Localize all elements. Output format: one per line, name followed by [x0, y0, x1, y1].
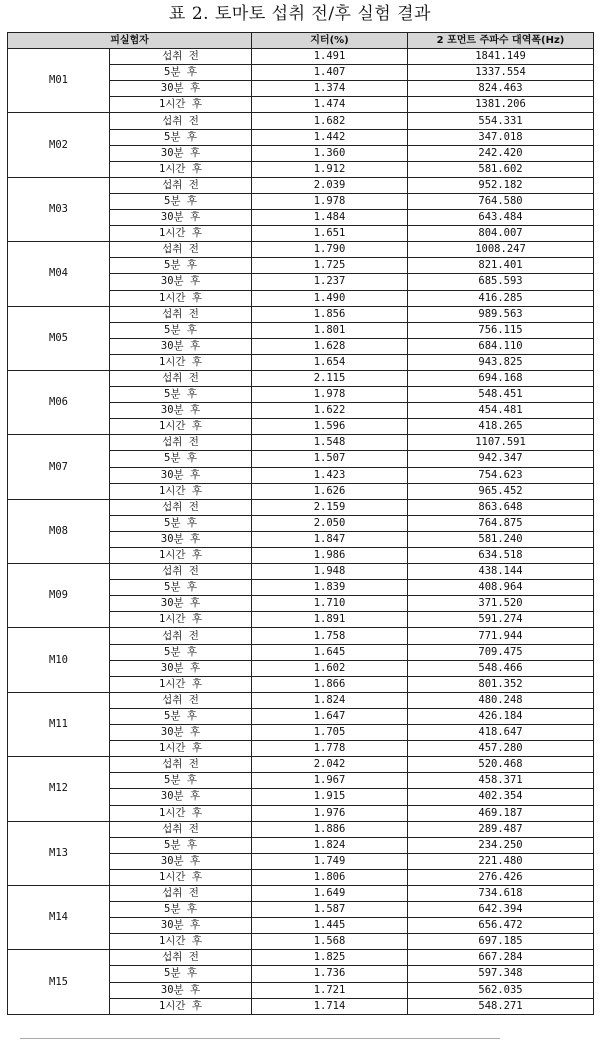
- jitter-cell: 1.806: [252, 869, 408, 885]
- jitter-cell: 1.856: [252, 306, 408, 322]
- jitter-cell: 1.886: [252, 821, 408, 837]
- bandwidth-cell: 771.944: [408, 628, 594, 644]
- bandwidth-cell: 347.018: [408, 129, 594, 145]
- jitter-cell: 1.602: [252, 660, 408, 676]
- table-row: [8, 564, 594, 580]
- time-cell: 5분 후: [110, 322, 252, 338]
- bandwidth-cell: 591.274: [408, 612, 594, 628]
- time-cell: 1시간 후: [110, 97, 252, 113]
- bandwidth-cell: 581.602: [408, 161, 594, 177]
- jitter-cell: 1.824: [252, 837, 408, 853]
- jitter-cell: 1.710: [252, 596, 408, 612]
- time-cell: 30분 후: [110, 660, 252, 676]
- time-cell: 1시간 후: [110, 548, 252, 564]
- bandwidth-cell: 289.487: [408, 821, 594, 837]
- jitter-cell: 2.042: [252, 757, 408, 773]
- bandwidth-cell: 562.035: [408, 982, 594, 998]
- jitter-cell: 1.839: [252, 580, 408, 596]
- bandwidth-cell: 754.623: [408, 467, 594, 483]
- time-cell: 30분 후: [110, 403, 252, 419]
- time-cell: 1시간 후: [110, 419, 252, 435]
- time-cell: 5분 후: [110, 258, 252, 274]
- table-row: [8, 499, 594, 515]
- jitter-cell: 1.705: [252, 725, 408, 741]
- jitter-cell: 1.587: [252, 902, 408, 918]
- table-row: [8, 950, 594, 966]
- time-cell: 30분 후: [110, 982, 252, 998]
- time-cell: 1시간 후: [110, 226, 252, 242]
- jitter-cell: 2.039: [252, 177, 408, 193]
- jitter-cell: 1.986: [252, 548, 408, 564]
- bandwidth-cell: 1841.149: [408, 49, 594, 65]
- bandwidth-cell: 684.110: [408, 338, 594, 354]
- bandwidth-cell: 371.520: [408, 596, 594, 612]
- time-cell: 5분 후: [110, 644, 252, 660]
- time-cell: 5분 후: [110, 773, 252, 789]
- time-cell: 30분 후: [110, 596, 252, 612]
- time-cell: 1시간 후: [110, 483, 252, 499]
- bandwidth-cell: 402.354: [408, 789, 594, 805]
- time-cell: 1시간 후: [110, 354, 252, 370]
- bandwidth-cell: 276.426: [408, 869, 594, 885]
- time-cell: 30분 후: [110, 338, 252, 354]
- table-title: 표 2. 토마토 섭취 전/후 실험 결과: [169, 4, 431, 24]
- time-cell: 30분 후: [110, 725, 252, 741]
- time-cell: 섭취 전: [110, 499, 252, 515]
- jitter-cell: 1.915: [252, 789, 408, 805]
- time-cell: 5분 후: [110, 902, 252, 918]
- jitter-cell: 1.474: [252, 97, 408, 113]
- time-cell: 5분 후: [110, 515, 252, 531]
- table-row: [8, 49, 594, 65]
- time-cell: 30분 후: [110, 467, 252, 483]
- bandwidth-cell: 457.280: [408, 741, 594, 757]
- bandwidth-cell: 548.451: [408, 387, 594, 403]
- time-cell: 섭취 전: [110, 757, 252, 773]
- time-cell: 30분 후: [110, 274, 252, 290]
- bandwidth-cell: 581.240: [408, 531, 594, 547]
- time-cell: 5분 후: [110, 65, 252, 81]
- time-cell: 5분 후: [110, 837, 252, 853]
- jitter-cell: 1.407: [252, 65, 408, 81]
- bandwidth-cell: 821.401: [408, 258, 594, 274]
- subject-id-cell: M14: [8, 885, 110, 949]
- time-cell: 5분 후: [110, 708, 252, 724]
- results-table: [7, 32, 594, 1015]
- jitter-cell: 1.682: [252, 113, 408, 129]
- jitter-cell: 1.801: [252, 322, 408, 338]
- bandwidth-cell: 804.007: [408, 226, 594, 242]
- time-cell: 섭취 전: [110, 692, 252, 708]
- bandwidth-cell: 943.825: [408, 354, 594, 370]
- time-cell: 섭취 전: [110, 370, 252, 386]
- bandwidth-cell: 426.184: [408, 708, 594, 724]
- bandwidth-cell: 764.875: [408, 515, 594, 531]
- time-cell: 1시간 후: [110, 161, 252, 177]
- time-cell: 5분 후: [110, 193, 252, 209]
- bandwidth-cell: 1008.247: [408, 242, 594, 258]
- jitter-cell: 1.548: [252, 435, 408, 451]
- bandwidth-cell: 989.563: [408, 306, 594, 322]
- bandwidth-cell: 548.271: [408, 998, 594, 1014]
- subject-id-cell: M10: [8, 628, 110, 692]
- table-body: [8, 49, 594, 1015]
- bandwidth-cell: 1381.206: [408, 97, 594, 113]
- bandwidth-cell: 656.472: [408, 918, 594, 934]
- jitter-cell: 1.647: [252, 708, 408, 724]
- jitter-cell: 1.978: [252, 193, 408, 209]
- bandwidth-cell: 643.484: [408, 210, 594, 226]
- jitter-cell: 1.749: [252, 853, 408, 869]
- time-cell: 30분 후: [110, 918, 252, 934]
- header-formant-bandwidth: 2 포먼트 주파수 대역폭(Hz): [408, 33, 594, 49]
- time-cell: 5분 후: [110, 387, 252, 403]
- subject-id-cell: M09: [8, 564, 110, 628]
- table-row: [8, 628, 594, 644]
- jitter-cell: 1.847: [252, 531, 408, 547]
- time-cell: 30분 후: [110, 853, 252, 869]
- jitter-cell: 1.790: [252, 242, 408, 258]
- time-cell: 섭취 전: [110, 821, 252, 837]
- time-cell: 섭취 전: [110, 435, 252, 451]
- bandwidth-cell: 418.265: [408, 419, 594, 435]
- table-row: [8, 757, 594, 773]
- subject-id-cell: M05: [8, 306, 110, 370]
- jitter-cell: 1.736: [252, 966, 408, 982]
- bandwidth-cell: 965.452: [408, 483, 594, 499]
- subject-id-cell: M01: [8, 49, 110, 113]
- time-cell: 섭취 전: [110, 885, 252, 901]
- jitter-cell: 1.912: [252, 161, 408, 177]
- jitter-cell: 1.654: [252, 354, 408, 370]
- jitter-cell: 1.649: [252, 885, 408, 901]
- bandwidth-cell: 863.648: [408, 499, 594, 515]
- time-cell: 1시간 후: [110, 869, 252, 885]
- bandwidth-cell: 242.420: [408, 145, 594, 161]
- jitter-cell: 1.824: [252, 692, 408, 708]
- bandwidth-cell: 454.481: [408, 403, 594, 419]
- table-row: [8, 370, 594, 386]
- bandwidth-cell: 824.463: [408, 81, 594, 97]
- bandwidth-cell: 548.466: [408, 660, 594, 676]
- bandwidth-cell: 458.371: [408, 773, 594, 789]
- jitter-cell: 1.948: [252, 564, 408, 580]
- time-cell: 5분 후: [110, 451, 252, 467]
- table-row: [8, 885, 594, 901]
- jitter-cell: 1.442: [252, 129, 408, 145]
- jitter-cell: 1.374: [252, 81, 408, 97]
- table-row: [8, 821, 594, 837]
- table-row: [8, 242, 594, 258]
- jitter-cell: 1.825: [252, 950, 408, 966]
- jitter-cell: 1.651: [252, 226, 408, 242]
- time-cell: 1시간 후: [110, 934, 252, 950]
- time-cell: 5분 후: [110, 580, 252, 596]
- subject-id-cell: M13: [8, 821, 110, 885]
- jitter-cell: 1.490: [252, 290, 408, 306]
- time-cell: 섭취 전: [110, 242, 252, 258]
- bandwidth-cell: 756.115: [408, 322, 594, 338]
- table-row: [8, 306, 594, 322]
- bandwidth-cell: 554.331: [408, 113, 594, 129]
- jitter-cell: 1.491: [252, 49, 408, 65]
- bandwidth-cell: 634.518: [408, 548, 594, 564]
- subject-id-cell: M15: [8, 950, 110, 1014]
- bandwidth-cell: 597.348: [408, 966, 594, 982]
- time-cell: 30분 후: [110, 81, 252, 97]
- time-cell: 섭취 전: [110, 177, 252, 193]
- jitter-cell: 1.628: [252, 338, 408, 354]
- header-jitter: 지터(%): [252, 33, 408, 49]
- bandwidth-cell: 438.144: [408, 564, 594, 580]
- bandwidth-cell: 480.248: [408, 692, 594, 708]
- time-cell: 5분 후: [110, 966, 252, 982]
- time-cell: 1시간 후: [110, 741, 252, 757]
- jitter-cell: 1.423: [252, 467, 408, 483]
- jitter-cell: 1.484: [252, 210, 408, 226]
- subject-id-cell: M07: [8, 435, 110, 499]
- header-subject: 피실험자: [8, 33, 252, 49]
- table-row: [8, 177, 594, 193]
- jitter-cell: 1.721: [252, 982, 408, 998]
- time-cell: 1시간 후: [110, 998, 252, 1014]
- subject-id-cell: M02: [8, 113, 110, 177]
- jitter-cell: 1.714: [252, 998, 408, 1014]
- jitter-cell: 1.507: [252, 451, 408, 467]
- jitter-cell: 1.778: [252, 741, 408, 757]
- header-row: [8, 33, 594, 49]
- jitter-cell: 1.891: [252, 612, 408, 628]
- time-cell: 섭취 전: [110, 113, 252, 129]
- jitter-cell: 1.622: [252, 403, 408, 419]
- bandwidth-cell: 734.618: [408, 885, 594, 901]
- bandwidth-cell: 952.182: [408, 177, 594, 193]
- jitter-cell: 1.866: [252, 676, 408, 692]
- table-row: [8, 113, 594, 129]
- jitter-cell: 1.445: [252, 918, 408, 934]
- bandwidth-cell: 709.475: [408, 644, 594, 660]
- jitter-cell: 1.568: [252, 934, 408, 950]
- subject-id-cell: M11: [8, 692, 110, 756]
- bandwidth-cell: 520.468: [408, 757, 594, 773]
- jitter-cell: 1.967: [252, 773, 408, 789]
- bandwidth-cell: 221.480: [408, 853, 594, 869]
- time-cell: 섭취 전: [110, 49, 252, 65]
- bandwidth-cell: 942.347: [408, 451, 594, 467]
- jitter-cell: 1.360: [252, 145, 408, 161]
- bandwidth-cell: 801.352: [408, 676, 594, 692]
- time-cell: 5분 후: [110, 129, 252, 145]
- jitter-cell: 2.115: [252, 370, 408, 386]
- time-cell: 30분 후: [110, 145, 252, 161]
- table-row: [8, 435, 594, 451]
- jitter-cell: 1.596: [252, 419, 408, 435]
- time-cell: 1시간 후: [110, 290, 252, 306]
- bandwidth-cell: 685.593: [408, 274, 594, 290]
- subject-id-cell: M12: [8, 757, 110, 821]
- time-cell: 1시간 후: [110, 612, 252, 628]
- bandwidth-cell: 234.250: [408, 837, 594, 853]
- bandwidth-cell: 642.394: [408, 902, 594, 918]
- time-cell: 섭취 전: [110, 950, 252, 966]
- time-cell: 30분 후: [110, 789, 252, 805]
- bandwidth-cell: 416.285: [408, 290, 594, 306]
- jitter-cell: 1.626: [252, 483, 408, 499]
- jitter-cell: 2.050: [252, 515, 408, 531]
- bandwidth-cell: 1107.591: [408, 435, 594, 451]
- jitter-cell: 1.725: [252, 258, 408, 274]
- subject-id-cell: M08: [8, 499, 110, 563]
- subject-id-cell: M03: [8, 177, 110, 241]
- bandwidth-cell: 667.284: [408, 950, 594, 966]
- jitter-cell: 1.976: [252, 805, 408, 821]
- bandwidth-cell: 418.647: [408, 725, 594, 741]
- time-cell: 30분 후: [110, 210, 252, 226]
- jitter-cell: 1.978: [252, 387, 408, 403]
- time-cell: 1시간 후: [110, 805, 252, 821]
- subject-id-cell: M06: [8, 370, 110, 434]
- time-cell: 섭취 전: [110, 306, 252, 322]
- time-cell: 1시간 후: [110, 676, 252, 692]
- page-bottom-rule: [20, 1038, 500, 1039]
- time-cell: 섭취 전: [110, 628, 252, 644]
- bandwidth-cell: 764.580: [408, 193, 594, 209]
- jitter-cell: 1.645: [252, 644, 408, 660]
- bandwidth-cell: 408.964: [408, 580, 594, 596]
- jitter-cell: 1.237: [252, 274, 408, 290]
- subject-id-cell: M04: [8, 242, 110, 306]
- bandwidth-cell: 697.185: [408, 934, 594, 950]
- bandwidth-cell: 1337.554: [408, 65, 594, 81]
- table-row: [8, 692, 594, 708]
- bandwidth-cell: 694.168: [408, 370, 594, 386]
- bandwidth-cell: 469.187: [408, 805, 594, 821]
- time-cell: 섭취 전: [110, 564, 252, 580]
- time-cell: 30분 후: [110, 531, 252, 547]
- jitter-cell: 2.159: [252, 499, 408, 515]
- jitter-cell: 1.758: [252, 628, 408, 644]
